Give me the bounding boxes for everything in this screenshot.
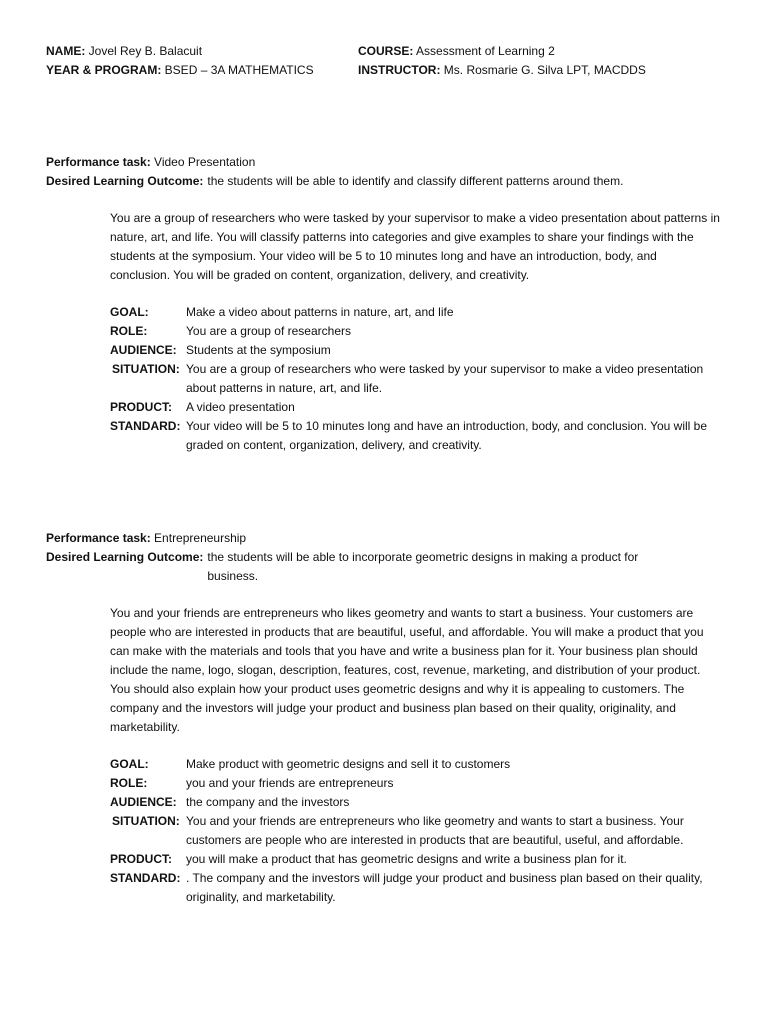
- goal-value: Make a video about patterns in nature, art, and life: [186, 305, 454, 319]
- standard-label: STANDARD:: [110, 871, 181, 885]
- task-title: [46, 153, 736, 172]
- standard-value: Your video will be 5 to 10 minutes long and have an introduction, body, and conclusion. You will be graded on content, organization, delivery, and creativity.: [186, 419, 708, 452]
- standard-label: STANDARD:: [110, 419, 181, 433]
- product-value: you will make a product that has geometric designs and write a business plan for it.: [186, 852, 627, 866]
- goal-value: Make product with geometric designs and sell it to customers: [186, 757, 511, 771]
- instructor-value: Ms. Rosmarie G. Silva LPT, MACDDS: [440, 63, 646, 77]
- outcome-value: the students will be able to identify and classify different patterns around them.: [207, 174, 624, 188]
- task-label: Performance task:: [46, 155, 151, 169]
- grasps-product: [110, 398, 730, 417]
- grasps-role: [110, 322, 730, 341]
- task-value: Video Presentation: [150, 155, 256, 169]
- situation-value: You and your friends are entrepreneurs who like geometry and wants to start a business. Your customers are people who are interested in products that are beautiful, useful, and affordable.: [186, 814, 684, 847]
- goal-label: GOAL:: [110, 757, 149, 771]
- role-value: you and your friends are entrepreneurs: [186, 776, 394, 790]
- grasps-situation: [110, 812, 730, 850]
- instructor-line: [358, 61, 718, 80]
- situation-label: SITUATION:: [112, 814, 180, 828]
- situation-label: SITUATION:: [112, 362, 180, 376]
- grasps-goal: [110, 755, 730, 774]
- grasps-standard: [110, 417, 730, 455]
- course-info: [358, 42, 718, 80]
- course-label: COURSE:: [358, 44, 414, 58]
- learning-outcome: [46, 172, 736, 191]
- audience-label: AUDIENCE:: [110, 343, 177, 357]
- learning-outcome: [46, 548, 736, 586]
- task-paragraph: You are a group of researchers who were tasked by your supervisor to make a video presentation about patterns in nature, art, and life. You will classify patterns into categories and give examples to share your findings with the students at the symposium. Your video will be 5 to 10 minutes long and have an introduction, body, and conclusion. You will be graded on content, organization, delivery, and creativity.: [110, 211, 720, 282]
- product-label: PRODUCT:: [110, 852, 172, 866]
- audience-value: Students at the symposium: [186, 343, 331, 357]
- role-label: ROLE:: [110, 324, 148, 338]
- audience-value: the company and the investors: [186, 795, 350, 809]
- year-program-label: YEAR & PROGRAM:: [46, 63, 162, 77]
- name-value: Jovel Rey B. Balacuit: [85, 44, 203, 58]
- role-label: ROLE:: [110, 776, 148, 790]
- grasps-situation: [110, 360, 730, 398]
- grasps-list: [110, 755, 730, 907]
- grasps-audience: [110, 793, 730, 812]
- grasps-goal: [110, 303, 730, 322]
- outcome-value: the students will be able to incorporate geometric designs in making a product for business.: [207, 550, 639, 583]
- student-info: [46, 42, 356, 80]
- course-line: [358, 42, 718, 61]
- task-title: [46, 529, 736, 548]
- situation-value: You are a group of researchers who were tasked by your supervisor to make a video presentation about patterns in nature, art, and life.: [186, 362, 704, 395]
- task-value: Entrepreneurship: [150, 531, 247, 545]
- product-value: A video presentation: [186, 400, 295, 414]
- standard-value: . The company and the investors will judge your product and business plan based on their quality, originality, and marketability.: [186, 871, 703, 904]
- name-line: [46, 42, 356, 61]
- outcome-label: Desired Learning Outcome:: [46, 174, 204, 188]
- task-paragraph: You and your friends are entrepreneurs who likes geometry and wants to start a business. Your customers are people who are interested in products that are beautiful, useful, and affordable. You will make a product that you can make with the materials and tools that you have and write a business plan for it. Your business plan should include the name, logo, slogan, description, features, cost, revenue, marketing, and distribution of your product. You should also explain how your product uses geometric designs and why it is appealing to customers. The company and the investors will judge your product and business plan based on their quality, originality, and marketability.: [110, 606, 704, 734]
- grasps-role: [110, 774, 730, 793]
- role-value: You are a group of researchers: [186, 324, 351, 338]
- product-label: PRODUCT:: [110, 400, 172, 414]
- task-section-entrepreneurship: [46, 529, 736, 907]
- task-section-video: [46, 153, 736, 455]
- name-label: NAME:: [46, 44, 86, 58]
- grasps-list: [110, 303, 730, 455]
- grasps-standard: [110, 869, 730, 907]
- year-program-line: [46, 61, 356, 80]
- course-value: Assessment of Learning 2: [413, 44, 555, 58]
- grasps-product: [110, 850, 730, 869]
- goal-label: GOAL:: [110, 305, 149, 319]
- audience-label: AUDIENCE:: [110, 795, 177, 809]
- grasps-audience: [110, 341, 730, 360]
- task-label: Performance task:: [46, 531, 151, 545]
- outcome-label: Desired Learning Outcome:: [46, 550, 204, 564]
- year-program-value: BSED – 3A MATHEMATICS: [161, 63, 314, 77]
- instructor-label: INSTRUCTOR:: [358, 63, 441, 77]
